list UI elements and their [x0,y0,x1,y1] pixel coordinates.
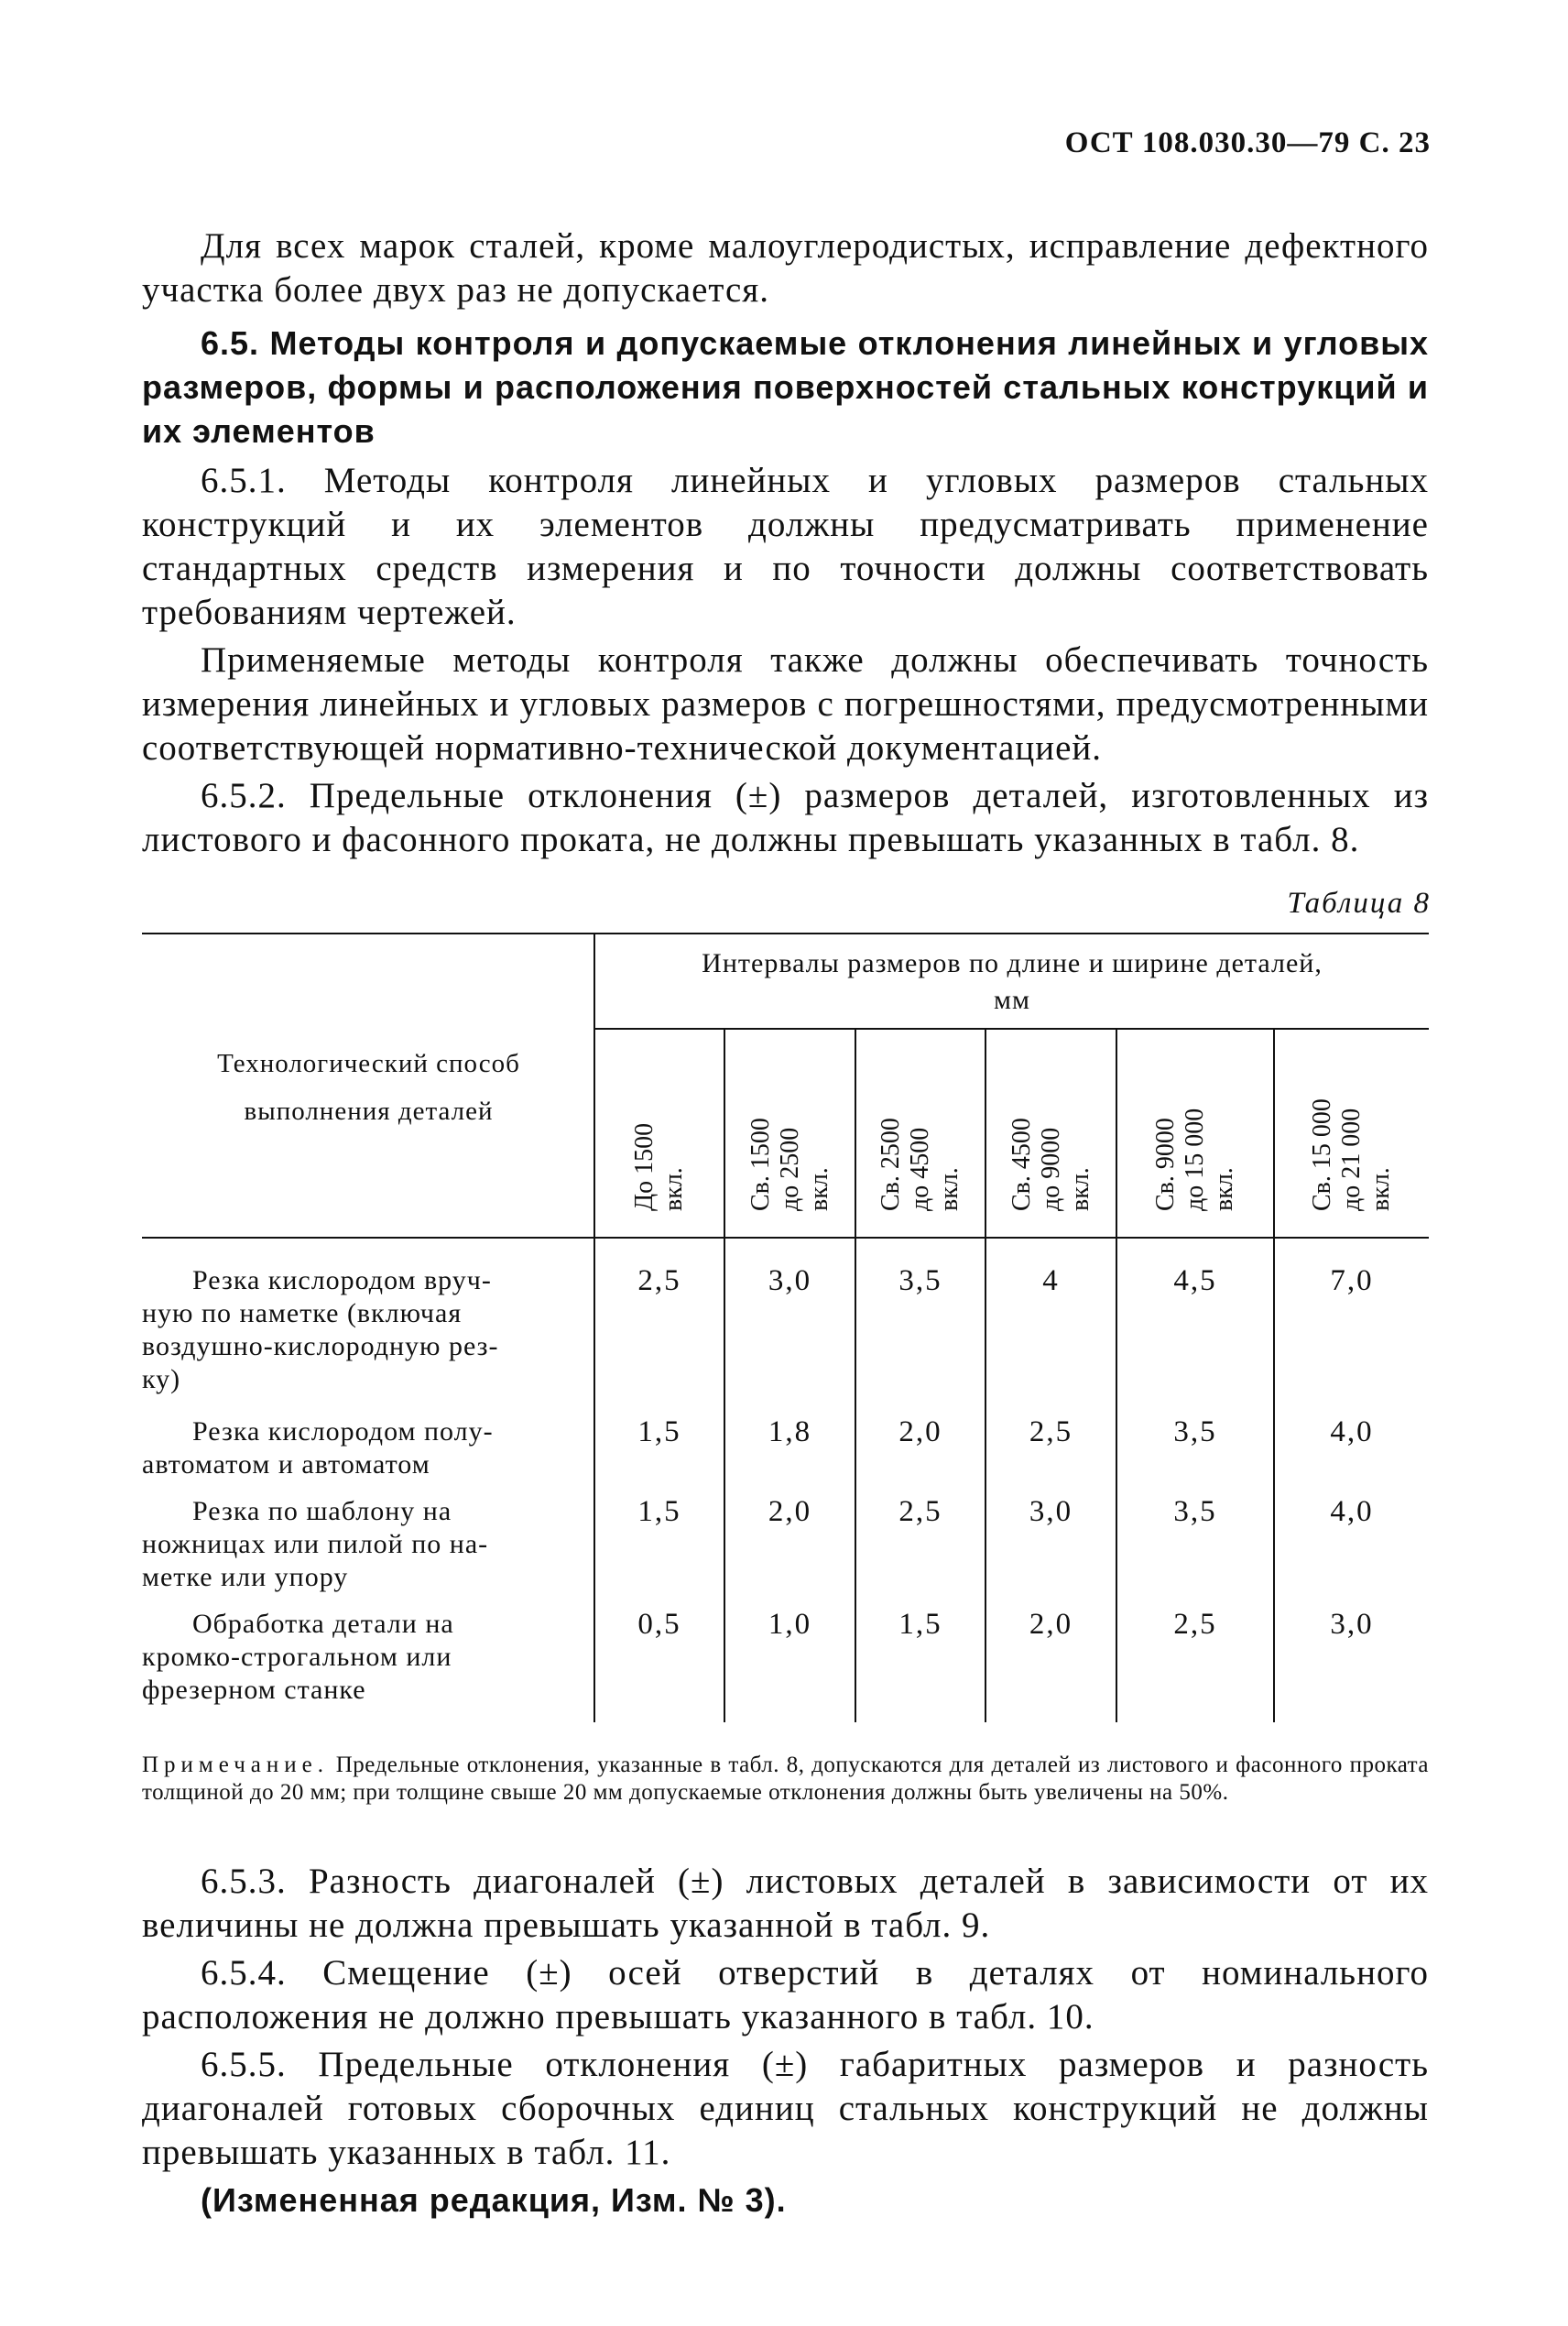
column-header-line: до 21 000 [1337,1108,1366,1211]
column-header [856,1037,985,1211]
column-header-line: вкл. [804,1167,833,1211]
table-cell: 4,5 [1173,1264,1217,1297]
paragraph-methods: Применяемые методы контроля также должны обеспечивать точность измерения линейных и угловых размеров с погрешностями, предусмотренными соответствующей нормативно-технической документацией. [142,640,1429,768]
group-header-line: мм [994,985,1030,1015]
table-cell: 1,5 [637,1415,681,1448]
paragraph-6-5-5: 6.5.5. Предельные отклонения (±) габаритных размеров и разность диагоналей готовых сборочных единиц стальных конструкций не должны превышать указанных в табл. 11. [142,2045,1429,2172]
column-header-line: до 4500 [906,1127,934,1211]
table-cell: 1,5 [637,1495,681,1528]
table-cell: 2,0 [898,1415,942,1448]
note-title: Примечание. [142,1753,330,1777]
table-cell: 3,5 [1173,1495,1217,1528]
body-text-bottom [142,1860,1429,2222]
table-row-label: Резка кислородом полу- автоматом и автоматом [142,1416,494,1480]
column-header-line: вкл. [935,1167,964,1211]
column-header-line: вкл. [1367,1167,1395,1211]
table-caption: Таблица 8 [1287,887,1431,920]
column-header [725,1037,855,1211]
intro-paragraph: Для всех марок сталей, кроме малоуглеродистых, исправление дефектного участка более двух раз не допускается. [142,226,1429,310]
table-stub-header [142,1040,595,1135]
table-cell: 4 [1042,1264,1060,1297]
column-header-line: до 2500 [775,1127,804,1211]
paragraph-6-5-3: 6.5.3. Разность диагоналей (±) листовых деталей в зависимости от их величины не должна превышать указанной в табл. 9. [142,1862,1429,1945]
column-header-line: Св. 9000 [1151,1118,1180,1211]
column-header-line: до 15 000 [1181,1108,1209,1211]
header-bottom-rule [142,1237,1429,1239]
paragraph-6-5-1: 6.5.1. Методы контроля линейных и угловых размеров стальных конструкций и их элементов должны предусматривать применение стандартных средств измерения и по точности должны соответствовать требованиям чертежей. [142,461,1429,632]
table-cell: 3,0 [1029,1495,1073,1528]
table-cell: 2,5 [1173,1608,1217,1641]
note-text: Предельные отклонения, указанные в табл. 8, допускаются для деталей из листового и фасонного проката толщиной до 20 мм; при толщине свыше 20 мм допускаемые отклонения должны быть увеличены на 50%. [142,1753,1430,1805]
table-cell: 1,0 [768,1608,812,1641]
body-text-top [142,224,1429,862]
column-header-line: Св. 4500 [1007,1118,1036,1211]
column-header [595,1037,724,1211]
amendment-note: (Измененная редакция, Изм. № 3). [201,2181,787,2219]
column-header [986,1037,1116,1211]
table-cell: 2,5 [637,1264,681,1297]
column-header-line: вкл. [1210,1167,1238,1211]
table-cell: 4,0 [1330,1495,1374,1528]
section-heading: 6.5. Методы контроля и допускаемые отклонения линейных и угловых размеров, формы и расположения поверхностей стальных конструкций и их элементов [142,324,1429,450]
table-cell: 2,0 [768,1495,812,1528]
table-row-label: Резка кислородом вруч- ную по наметке (включая воздушно-кислородную рез- ку) [142,1265,499,1394]
table-cell: 3,5 [898,1264,942,1297]
stub-header-line: Технологический способ [217,1049,520,1078]
table-cell: 2,5 [1029,1415,1073,1448]
table-row-label: Резка по шаблону на ножницах или пилой по на- метке или упору [142,1496,489,1592]
table-note [142,1752,1429,1807]
table-cell: 3,0 [768,1264,812,1297]
stub-header-line: выполнения деталей [244,1097,494,1126]
table-cell: 3,5 [1173,1415,1217,1448]
page-header-doc-ref: ОСТ 108.030.30—79 С. 23 [1064,126,1431,159]
group-header-rule [595,1028,1429,1030]
paragraph-6-5-4: 6.5.4. Смещение (±) осей отверстий в деталях от номинального расположения не должно превышать указанного в табл. 10. [142,1953,1429,2037]
group-header-line: Интервалы размеров по длине и ширине деталей, [702,948,1323,978]
table-cell: 3,0 [1330,1608,1374,1641]
column-header-line: вкл. [1065,1167,1094,1211]
table-cell: 7,0 [1330,1264,1374,1297]
column-header-line: До 1500 [630,1122,659,1211]
paragraph-6-5-2: 6.5.2. Предельные отклонения (±) размеров деталей, изготовленных из листового и фасонного проката, не должны превышать указанных в табл. 8. [142,776,1429,859]
table-cell: 1,5 [898,1608,942,1641]
table-cell: 2,0 [1029,1608,1073,1641]
table-top-rule [142,933,1429,934]
column-header-line: Св. 1500 [746,1118,775,1211]
table-cell: 2,5 [898,1495,942,1528]
column-header-line: Св. 15 000 [1308,1098,1336,1211]
table-cell: 0,5 [637,1608,681,1641]
column-header-line: вкл. [659,1167,688,1211]
column-header-line: Св. 2500 [877,1118,905,1211]
column-header-line: до 9000 [1036,1127,1065,1211]
column-header [1117,1037,1273,1211]
table-cell: 4,0 [1330,1415,1374,1448]
column-header [1275,1037,1429,1211]
table-cell: 1,8 [768,1415,812,1448]
table-row-label: Обработка детали на кромко-строгальном или фрезерном станке [142,1609,454,1705]
table-group-header [595,945,1429,1019]
